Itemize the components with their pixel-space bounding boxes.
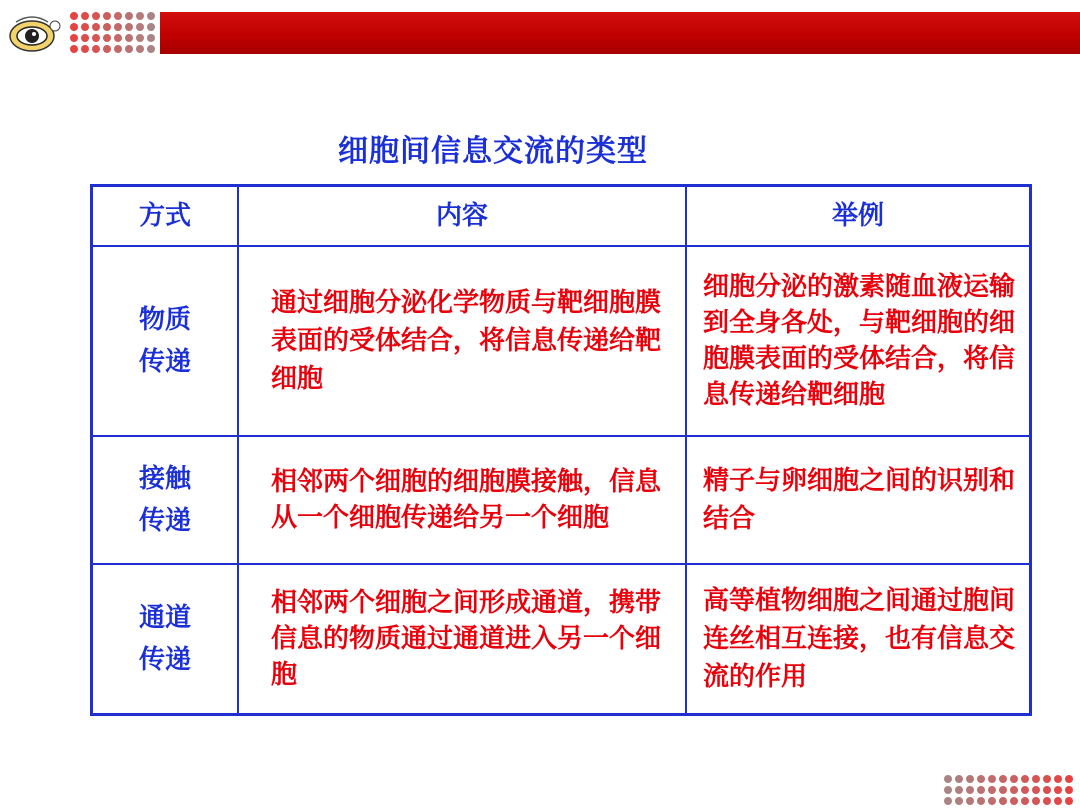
decor-dot xyxy=(136,34,144,42)
header-cell-example: 举例 xyxy=(686,186,1031,247)
header-cell-method: 方式 xyxy=(92,186,239,247)
header-red-bar xyxy=(160,12,1080,54)
decor-dot xyxy=(103,45,111,53)
decor-dot xyxy=(147,45,155,53)
decor-dot xyxy=(136,45,144,53)
decor-dot xyxy=(125,23,133,31)
decor-dot xyxy=(999,775,1007,783)
decor-dot xyxy=(114,45,122,53)
decor-dot xyxy=(1065,775,1073,783)
header-cell-content: 内容 xyxy=(238,186,686,247)
decor-dot xyxy=(103,34,111,42)
page-title: 细胞间信息交流的类型 xyxy=(338,134,648,169)
decor-dot xyxy=(1010,797,1018,805)
decor-dot xyxy=(999,786,1007,794)
decor-dot xyxy=(966,786,974,794)
table-row xyxy=(92,564,1031,714)
decor-dot xyxy=(70,34,78,42)
decor-dot xyxy=(114,12,122,20)
decor-dot xyxy=(147,12,155,20)
decor-dot xyxy=(966,775,974,783)
decor-dot xyxy=(1065,786,1073,794)
decor-dot xyxy=(114,34,122,42)
decor-dot xyxy=(1032,786,1040,794)
decor-dot xyxy=(136,23,144,31)
decor-dot xyxy=(999,797,1007,805)
decor-dot xyxy=(1054,786,1062,794)
decor-dot xyxy=(125,34,133,42)
decor-dot xyxy=(955,775,963,783)
decor-dot xyxy=(977,775,985,783)
footer-dot-pattern xyxy=(944,775,1073,805)
decor-dot xyxy=(70,12,78,20)
decor-dot xyxy=(81,23,89,31)
decor-dot xyxy=(1043,786,1051,794)
decor-dot xyxy=(955,797,963,805)
row-content: 相邻两个细胞之间形成通道，携带信息的物质通过通道进入另一个细胞 xyxy=(238,564,686,714)
decor-dot xyxy=(1054,797,1062,805)
decor-dot xyxy=(1010,775,1018,783)
decor-dot xyxy=(1010,786,1018,794)
decor-dot xyxy=(92,45,100,53)
decor-dot xyxy=(944,775,952,783)
decor-dot xyxy=(81,34,89,42)
decor-dot xyxy=(81,12,89,20)
row-kind: 通道传递 xyxy=(92,564,239,714)
decor-dot xyxy=(1021,775,1029,783)
decor-dot xyxy=(125,45,133,53)
decor-dot xyxy=(955,786,963,794)
decor-dot xyxy=(70,23,78,31)
decor-dot xyxy=(988,797,996,805)
decor-dot xyxy=(1043,775,1051,783)
decor-dot xyxy=(988,775,996,783)
decor-dot xyxy=(103,12,111,20)
logo-eye-emblem-icon xyxy=(8,14,62,54)
row-content: 相邻两个细胞的细胞膜接触，信息从一个细胞传递给另一个细胞 xyxy=(238,436,686,564)
decor-dot xyxy=(103,23,111,31)
decor-dot xyxy=(125,12,133,20)
row-example: 高等植物细胞之间通过胞间连丝相互连接，也有信息交流的作用 xyxy=(686,564,1031,714)
decor-dot xyxy=(81,45,89,53)
decor-dot xyxy=(1043,797,1051,805)
row-example: 精子与卵细胞之间的识别和结合 xyxy=(686,436,1031,564)
decor-dot xyxy=(136,12,144,20)
decor-dot xyxy=(70,45,78,53)
decor-dot xyxy=(966,797,974,805)
decor-dot xyxy=(1032,775,1040,783)
decor-dot xyxy=(92,23,100,31)
decor-dot xyxy=(147,23,155,31)
row-kind: 接触传递 xyxy=(92,436,239,564)
decor-dot xyxy=(977,786,985,794)
header-dot-pattern xyxy=(70,12,155,53)
decor-dot xyxy=(977,797,985,805)
decor-dot xyxy=(944,797,952,805)
decor-dot xyxy=(1021,797,1029,805)
decor-dot xyxy=(1065,797,1073,805)
info-exchange-table xyxy=(90,184,1032,716)
table-header-row xyxy=(92,186,1031,247)
decor-dot xyxy=(944,786,952,794)
row-kind: 物质传递 xyxy=(92,246,239,436)
decor-dot xyxy=(114,23,122,31)
row-content: 通过细胞分泌化学物质与靶细胞膜表面的受体结合，将信息传递给靶细胞 xyxy=(238,246,686,436)
decor-dot xyxy=(1032,797,1040,805)
table-row xyxy=(92,246,1031,436)
decor-dot xyxy=(147,34,155,42)
decor-dot xyxy=(1021,786,1029,794)
table-row xyxy=(92,436,1031,564)
decor-dot xyxy=(1054,775,1062,783)
decor-dot xyxy=(92,34,100,42)
decor-dot xyxy=(92,12,100,20)
row-example: 细胞分泌的激素随血液运输到全身各处，与靶细胞的细胞膜表面的受体结合，将信息传递给靶细胞 xyxy=(686,246,1031,436)
decor-dot xyxy=(988,786,996,794)
